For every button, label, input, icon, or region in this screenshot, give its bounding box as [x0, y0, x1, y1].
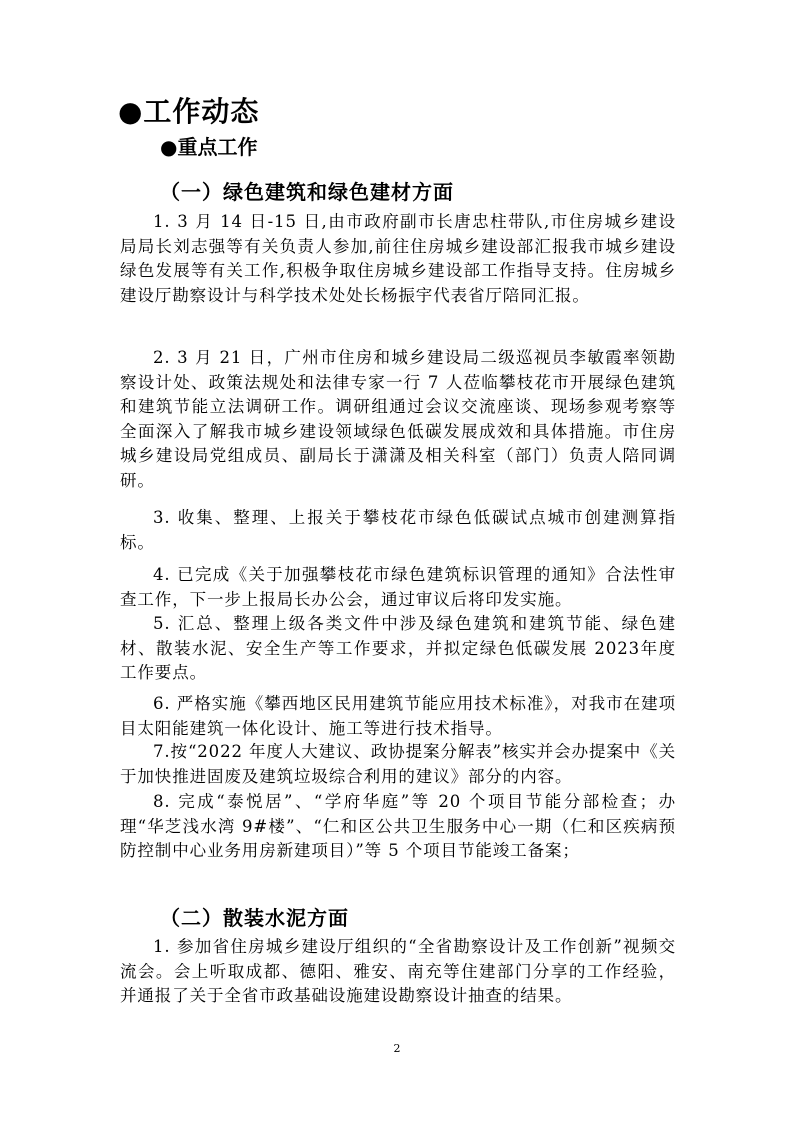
- section-title-bulk-cement: （二）散装水泥方面: [160, 906, 349, 930]
- paragraph-item-6: 6. 严格实施《攀西地区民用建筑节能应用技术标准》，对我市在建项目太阳能建筑一体化设计、施工等进行技术指导。: [120, 694, 676, 738]
- paragraph-item-2: 2. 3 月 21 日，广州市住房和城乡建设局二级巡视员李敏霞率领勘察设计处、政策法规处和法律专家一行 7 人莅临攀枝花市开展绿色建筑和建筑节能立法调研工作。调研组通过会议交流座谈、现场参观考察等全面深入了解我市城乡建设领域绿色低碳发展成效和具体措施。市住房城乡建设局党组成员、副局长于潇潇及相关科室（部门）负责人陪同调研。: [120, 348, 676, 490]
- page-number: 2: [393, 1042, 401, 1055]
- heading-work-news: ●工作动态: [118, 95, 260, 128]
- paragraph-item-8: 8. 完成“泰悦居”、“学府华庭”等 20 个项目节能分部检查；办理“华芝浅水湾 9#楼”、“仁和区公共卫生服务中心一期（仁和区疾病预防控制中心业务用房新建项目）”等 5 个项目节能竣工备案；: [120, 792, 676, 860]
- paragraph-item-3: 3. 收集、整理、上报关于攀枝花市绿色低碳试点城市创建测算指标。: [120, 508, 676, 552]
- paragraph-item-7: 7.按“2022 年度人大建议、政协提案分解表”核实并会办提案中《关于加快推进固废及建筑垃圾综合利用的建议》部分的内容。: [120, 742, 676, 786]
- paragraph-item-4: 4. 已完成《关于加强攀枝花市绿色建筑标识管理的通知》合法性审查工作，下一步上报局长办公会，通过审议后将印发实施。: [120, 565, 676, 609]
- paragraph-cement-item-1: 1. 参加省住房城乡建设厅组织的“全省勘察设计及工作创新”视频交流会。会上听取成都、德阳、雅安、南充等住建部门分享的工作经验，并通报了关于全省市政基础设施建设勘察设计抽查的结果。: [120, 937, 676, 1005]
- paragraph-item-1: 1. 3 月 14 日-15 日,由市政府副市长唐忠柱带队,市住房城乡建设局局长刘志强等有关负责人参加,前往住房城乡建设部汇报我市城乡建设绿色发展等有关工作,积极争取住房城乡建设部工作指导支持。住房城乡建设厅勘察设计与科学技术处处长杨振宇代表省厅陪同汇报。: [120, 212, 676, 305]
- heading-key-work: ●重点工作: [160, 135, 258, 159]
- paragraph-item-5: 5. 汇总、整理上级各类文件中涉及绿色建筑和建筑节能、绿色建材、散装水泥、安全生产等工作要求，并拟定绿色低碳发展 2023年度工作要点。: [120, 614, 676, 682]
- section-title-green-building: （一）绿色建筑和绿色建材方面: [160, 180, 454, 204]
